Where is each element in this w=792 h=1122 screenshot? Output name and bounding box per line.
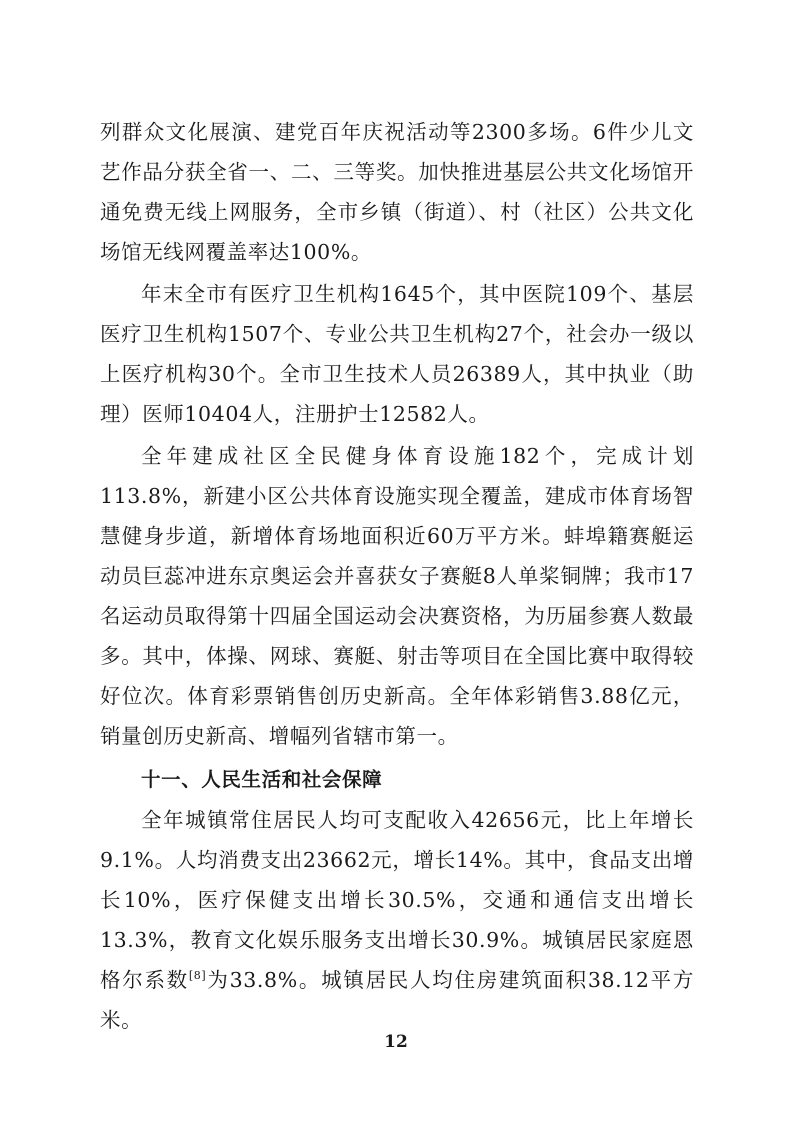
paragraph-health: 年末全市有医疗卫生机构1645个，其中医院109个、基层医疗卫生机构1507个、专业公共卫生机构27个，社会办一级以上医疗机构30个。全市卫生技术人员26389人，其中执业（助理）医师10404人，注册护士12582人。 <box>100 282 694 426</box>
paragraph-sports: 全年建成社区全民健身体育设施182个，完成计划113.8%，新建小区公共体育设施实现全覆盖，建成市体育场智慧健身步道，新增体育场地面积近60万平方米。蚌埠籍赛艇运动员巨蕊冲进东京奥运会并喜获女子赛艇8人单桨铜牌；我市17名运动员取得第十四届全国运动会决赛资格，为历届参赛人数最多。其中，体操、网球、赛艇、射击等项目在全国比赛中取得较好位次。体育彩票销售创历史新高。全年体彩销售3.88亿元，销量创历史新高、增幅列省辖市第一。 <box>100 444 694 748</box>
income-text: 全年城镇常住居民人均可支配收入42656元，比上年增长9.1%。人均消费支出23662元，增长14%。其中，食品支出增长10%，医疗保健支出增长30.5%，交通和通信支出增长13.3%，教育文化娱乐服务支出增长30.9%。城镇居民家庭恩格尔系数 <box>100 808 694 992</box>
paragraph-culture: 列群众文化展演、建党百年庆祝活动等2300多场。6件少儿文艺作品分获全省一、二、三等奖。加快推进基层公共文化场馆开通免费无线上网服务，全市乡镇（街道）、村（社区）公共文化场馆无线网覆盖率达100%。 <box>100 120 694 264</box>
footnote-marker[interactable]: [8] <box>188 969 207 983</box>
engel-text: 为33.8%。城镇居民人均住房建筑面积38.12平方米。 <box>100 968 694 1032</box>
page-number: 12 <box>384 1032 408 1052</box>
section-heading-living-standards: 十一、人民生活和社会保障 <box>141 768 383 791</box>
document-body <box>100 112 694 1040</box>
paragraph-urban-income <box>100 800 694 1040</box>
